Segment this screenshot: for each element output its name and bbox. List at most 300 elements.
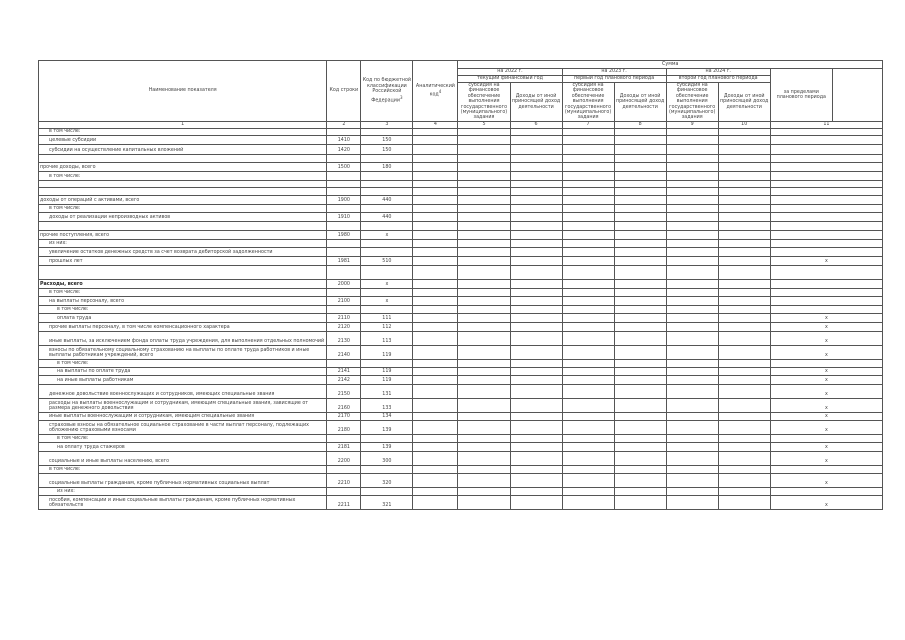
table-row <box>39 247 883 256</box>
beyond-cell: x <box>770 375 882 384</box>
table-row <box>39 331 883 345</box>
value-cell <box>562 305 614 313</box>
table-row <box>39 135 883 144</box>
value-cell <box>666 239 718 247</box>
value-cell <box>458 465 510 473</box>
beyond-cell <box>770 265 882 279</box>
value-cell <box>458 221 510 230</box>
row-kbk <box>361 465 413 473</box>
value-cell <box>614 384 666 398</box>
value-cell <box>614 359 666 367</box>
value-cell <box>666 412 718 420</box>
row-label: в том числе: <box>39 434 327 442</box>
value-cell <box>562 384 614 398</box>
beyond-cell: x <box>770 313 882 322</box>
value-cell <box>458 487 510 495</box>
table-row <box>39 221 883 230</box>
row-label: доходы от реализации непроизводных активов <box>39 212 327 221</box>
value-cell <box>510 420 562 434</box>
row-label <box>39 154 327 162</box>
value-cell <box>458 495 510 509</box>
row-kbk <box>361 434 413 442</box>
value-cell <box>666 451 718 465</box>
value-cell <box>510 212 562 221</box>
row-label: прочие поступления, всего <box>39 230 327 239</box>
value-cell <box>458 451 510 465</box>
table-row <box>39 154 883 162</box>
value-cell <box>666 195 718 204</box>
row-code <box>327 434 361 442</box>
value-cell <box>562 180 614 187</box>
value-cell <box>510 204 562 212</box>
value-cell <box>614 465 666 473</box>
table-header <box>39 61 883 129</box>
value-cell <box>413 171 458 180</box>
value-cell <box>458 212 510 221</box>
table-row <box>39 296 883 305</box>
value-cell <box>614 451 666 465</box>
row-code: 2150 <box>327 384 361 398</box>
value-cell <box>458 247 510 256</box>
budget-plan-table-page <box>38 60 883 598</box>
row-kbk: 134 <box>361 412 413 420</box>
value-cell <box>562 495 614 509</box>
value-cell <box>458 187 510 195</box>
value-cell <box>458 345 510 359</box>
value-cell <box>718 451 770 465</box>
table-row <box>39 180 883 187</box>
value-cell <box>718 322 770 331</box>
value-cell <box>718 288 770 296</box>
value-cell <box>718 204 770 212</box>
value-cell <box>666 128 718 135</box>
row-code: 2170 <box>327 412 361 420</box>
value-cell <box>510 412 562 420</box>
value-cell <box>666 221 718 230</box>
row-code: 2141 <box>327 367 361 375</box>
value-cell <box>666 162 718 171</box>
col-num: 4 <box>413 121 458 128</box>
value-cell <box>413 384 458 398</box>
value-cell <box>510 247 562 256</box>
table-row <box>39 288 883 296</box>
value-cell <box>562 359 614 367</box>
value-cell <box>510 195 562 204</box>
table-row <box>39 434 883 442</box>
value-cell <box>458 375 510 384</box>
value-cell <box>510 451 562 465</box>
value-cell <box>413 412 458 420</box>
sum-header: Сумма <box>458 61 883 69</box>
row-kbk: 139 <box>361 442 413 451</box>
value-cell <box>666 288 718 296</box>
value-cell <box>562 187 614 195</box>
value-cell <box>413 495 458 509</box>
value-cell <box>458 331 510 345</box>
value-cell <box>718 487 770 495</box>
value-cell <box>666 187 718 195</box>
value-cell <box>614 135 666 144</box>
value-cell <box>614 212 666 221</box>
row-code <box>327 187 361 195</box>
row-label <box>39 187 327 195</box>
beyond-cell <box>770 135 882 144</box>
beyond-cell: x <box>770 331 882 345</box>
value-cell <box>510 230 562 239</box>
value-cell <box>614 434 666 442</box>
row-kbk: 440 <box>361 212 413 221</box>
value-cell <box>413 375 458 384</box>
value-cell <box>718 296 770 305</box>
value-cell <box>614 296 666 305</box>
row-kbk: 440 <box>361 195 413 204</box>
beyond-cell <box>770 144 882 154</box>
value-cell <box>458 265 510 279</box>
value-cell <box>510 265 562 279</box>
value-cell <box>666 180 718 187</box>
value-cell <box>562 256 614 265</box>
row-kbk: x <box>361 279 413 288</box>
value-cell <box>614 313 666 322</box>
value-cell <box>413 313 458 322</box>
value-cell <box>562 375 614 384</box>
value-cell <box>562 195 614 204</box>
row-label: в том числе: <box>39 305 327 313</box>
subsidy-header-2024: субсидия на финансовое обеспечение выполнения государственного (муниципального) задания <box>666 83 718 122</box>
col-num: 2 <box>327 121 361 128</box>
row-kbk: 150 <box>361 144 413 154</box>
row-kbk: 113 <box>361 331 413 345</box>
row-label: взносы по обязательному социальному страхованию на выплаты по оплате труда работников и иные выплаты работникам учреждений, всего <box>39 345 327 359</box>
row-label: на иные выплаты работникам <box>39 375 327 384</box>
value-cell <box>510 256 562 265</box>
value-cell <box>562 442 614 451</box>
row-kbk: 320 <box>361 473 413 487</box>
value-cell <box>413 230 458 239</box>
row-label: прочие выплаты персоналу, в том числе компенсационного характера <box>39 322 327 331</box>
row-code: 1980 <box>327 230 361 239</box>
value-cell <box>614 187 666 195</box>
table-row <box>39 265 883 279</box>
value-cell <box>666 345 718 359</box>
table-row <box>39 313 883 322</box>
row-kbk <box>361 487 413 495</box>
value-cell <box>614 247 666 256</box>
value-cell <box>666 171 718 180</box>
value-cell <box>510 465 562 473</box>
value-cell <box>413 180 458 187</box>
row-kbk: 133 <box>361 398 413 412</box>
row-code <box>327 465 361 473</box>
value-cell <box>510 221 562 230</box>
row-kbk: 510 <box>361 256 413 265</box>
value-cell <box>718 359 770 367</box>
value-cell <box>458 359 510 367</box>
value-cell <box>413 154 458 162</box>
row-label: денежное довольствие военнослужащих и сотрудников, имеющих специальные звания <box>39 384 327 398</box>
row-label: иные выплаты военнослужащим и сотрудникам, имеющим специальные звания <box>39 412 327 420</box>
beyond-cell: x <box>770 345 882 359</box>
value-cell <box>458 154 510 162</box>
row-label: расходы на выплаты военнослужащим и сотрудникам, имеющим специальные звания, зависящие от размера денежного довольствия <box>39 398 327 412</box>
row-code: 1410 <box>327 135 361 144</box>
value-cell <box>510 187 562 195</box>
row-kbk: 180 <box>361 162 413 171</box>
year-2022-sub: текущий финансовый год <box>458 76 562 83</box>
value-cell <box>562 473 614 487</box>
value-cell <box>562 367 614 375</box>
value-cell <box>718 367 770 375</box>
table-row <box>39 487 883 495</box>
row-label: на оплату труда стажеров <box>39 442 327 451</box>
value-cell <box>666 256 718 265</box>
table-row <box>39 451 883 465</box>
value-cell <box>614 171 666 180</box>
value-cell <box>666 296 718 305</box>
row-label: в том числе: <box>39 128 327 135</box>
value-cell <box>666 265 718 279</box>
beyond-cell <box>770 305 882 313</box>
value-cell <box>614 322 666 331</box>
value-cell <box>510 367 562 375</box>
value-cell <box>413 345 458 359</box>
row-label: в том числе: <box>39 359 327 367</box>
value-cell <box>458 384 510 398</box>
value-cell <box>718 230 770 239</box>
subsidy-header-2023: субсидия на финансовое обеспечение выполнения государственного (муниципального) задания <box>562 83 614 122</box>
value-cell <box>510 279 562 288</box>
value-cell <box>562 265 614 279</box>
value-cell <box>413 279 458 288</box>
value-cell <box>666 384 718 398</box>
row-code: 2200 <box>327 451 361 465</box>
beyond-cell <box>770 434 882 442</box>
table-row <box>39 384 883 398</box>
table-row <box>39 204 883 212</box>
row-kbk <box>361 239 413 247</box>
row-kbk <box>361 180 413 187</box>
row-kbk <box>361 247 413 256</box>
row-label: в том числе: <box>39 288 327 296</box>
value-cell <box>718 195 770 204</box>
value-cell <box>614 265 666 279</box>
row-kbk <box>361 288 413 296</box>
value-cell <box>510 375 562 384</box>
col-name-header: Наименование показателя <box>39 61 327 122</box>
value-cell <box>614 487 666 495</box>
table-row <box>39 230 883 239</box>
row-label: страховые взносы на обязательное социальное страхование в части выплат персоналу, подлежащих обложению страховыми взносами <box>39 420 327 434</box>
value-cell <box>718 247 770 256</box>
value-cell <box>718 187 770 195</box>
row-kbk: 112 <box>361 322 413 331</box>
value-cell <box>666 144 718 154</box>
col-num: 3 <box>361 121 413 128</box>
value-cell <box>718 398 770 412</box>
table-row <box>39 187 883 195</box>
value-cell <box>666 331 718 345</box>
row-label: социальные выплаты гражданам, кроме публичных нормативных социальных выплат <box>39 473 327 487</box>
table-row <box>39 359 883 367</box>
beyond-cell <box>770 239 882 247</box>
income-header-2024: Доходы от иной приносящей доход деятельности <box>718 83 770 122</box>
value-cell <box>413 305 458 313</box>
row-kbk: 300 <box>361 451 413 465</box>
value-cell <box>614 144 666 154</box>
value-cell <box>510 305 562 313</box>
value-cell <box>510 180 562 187</box>
value-cell <box>666 495 718 509</box>
row-code <box>327 305 361 313</box>
value-cell <box>718 412 770 420</box>
value-cell <box>413 187 458 195</box>
table-row <box>39 345 883 359</box>
value-cell <box>458 128 510 135</box>
beyond-cell <box>770 288 882 296</box>
value-cell <box>614 128 666 135</box>
row-label: на выплаты по оплате труда <box>39 367 327 375</box>
value-cell <box>413 195 458 204</box>
table-row <box>39 367 883 375</box>
row-code: 2100 <box>327 296 361 305</box>
table-row <box>39 144 883 154</box>
value-cell <box>614 230 666 239</box>
row-code: 1500 <box>327 162 361 171</box>
table-row <box>39 279 883 288</box>
value-cell <box>510 313 562 322</box>
row-kbk: x <box>361 296 413 305</box>
value-cell <box>614 367 666 375</box>
value-cell <box>718 420 770 434</box>
value-cell <box>614 256 666 265</box>
value-cell <box>562 128 614 135</box>
value-cell <box>718 239 770 247</box>
row-kbk <box>361 171 413 180</box>
value-cell <box>458 135 510 144</box>
row-label: на выплаты персоналу, всего <box>39 296 327 305</box>
row-kbk <box>361 359 413 367</box>
value-cell <box>562 279 614 288</box>
value-cell <box>562 288 614 296</box>
table-row <box>39 465 883 473</box>
value-cell <box>614 495 666 509</box>
row-code: 2120 <box>327 322 361 331</box>
value-cell <box>718 144 770 154</box>
value-cell <box>614 345 666 359</box>
value-cell <box>562 162 614 171</box>
value-cell <box>413 204 458 212</box>
value-cell <box>413 162 458 171</box>
table-row <box>39 495 883 509</box>
beyond-cell <box>770 212 882 221</box>
value-cell <box>562 331 614 345</box>
value-cell <box>666 247 718 256</box>
value-cell <box>413 265 458 279</box>
beyond-cell <box>770 359 882 367</box>
row-kbk: 119 <box>361 345 413 359</box>
row-code <box>327 204 361 212</box>
row-code: 2000 <box>327 279 361 288</box>
value-cell <box>666 154 718 162</box>
row-kbk <box>361 128 413 135</box>
beyond-cell <box>770 162 882 171</box>
value-cell <box>510 144 562 154</box>
table-row <box>39 128 883 135</box>
value-cell <box>413 465 458 473</box>
row-kbk: 131 <box>361 384 413 398</box>
value-cell <box>413 420 458 434</box>
value-cell <box>666 442 718 451</box>
value-cell <box>458 180 510 187</box>
value-cell <box>666 322 718 331</box>
value-cell <box>510 162 562 171</box>
value-cell <box>510 345 562 359</box>
value-cell <box>666 305 718 313</box>
beyond-cell <box>770 180 882 187</box>
value-cell <box>510 331 562 345</box>
value-cell <box>413 367 458 375</box>
value-cell <box>614 221 666 230</box>
value-cell <box>413 221 458 230</box>
value-cell <box>718 128 770 135</box>
year-2024-sub: второй год планового периода <box>666 76 770 83</box>
value-cell <box>562 204 614 212</box>
beyond-cell: x <box>770 367 882 375</box>
row-label: социальные и иные выплаты населению, всего <box>39 451 327 465</box>
beyond-period-header: за пределами планового периода <box>770 69 832 122</box>
col-num: 9 <box>666 121 718 128</box>
value-cell <box>562 221 614 230</box>
beyond-cell <box>770 187 882 195</box>
value-cell <box>510 398 562 412</box>
value-cell <box>458 204 510 212</box>
value-cell <box>413 256 458 265</box>
row-label: субсидии на осуществление капитальных вложений <box>39 144 327 154</box>
value-cell <box>458 473 510 487</box>
value-cell <box>413 451 458 465</box>
value-cell <box>718 221 770 230</box>
value-cell <box>413 144 458 154</box>
value-cell <box>718 384 770 398</box>
value-cell <box>562 465 614 473</box>
table-row <box>39 212 883 221</box>
value-cell <box>614 331 666 345</box>
value-cell <box>666 375 718 384</box>
value-cell <box>510 128 562 135</box>
row-code: 1981 <box>327 256 361 265</box>
row-label: оплата труда <box>39 313 327 322</box>
value-cell <box>562 345 614 359</box>
row-label: из них: <box>39 239 327 247</box>
row-kbk <box>361 187 413 195</box>
value-cell <box>718 495 770 509</box>
value-cell <box>458 412 510 420</box>
value-cell <box>413 359 458 367</box>
row-code <box>327 247 361 256</box>
value-cell <box>666 465 718 473</box>
value-cell <box>458 420 510 434</box>
value-cell <box>458 288 510 296</box>
value-cell <box>510 434 562 442</box>
value-cell <box>718 305 770 313</box>
row-label: прочие доходы, всего <box>39 162 327 171</box>
value-cell <box>614 288 666 296</box>
value-cell <box>510 154 562 162</box>
col-code-header: Код строки <box>327 61 361 122</box>
value-cell <box>562 296 614 305</box>
beyond-cell <box>770 154 882 162</box>
value-cell <box>510 487 562 495</box>
